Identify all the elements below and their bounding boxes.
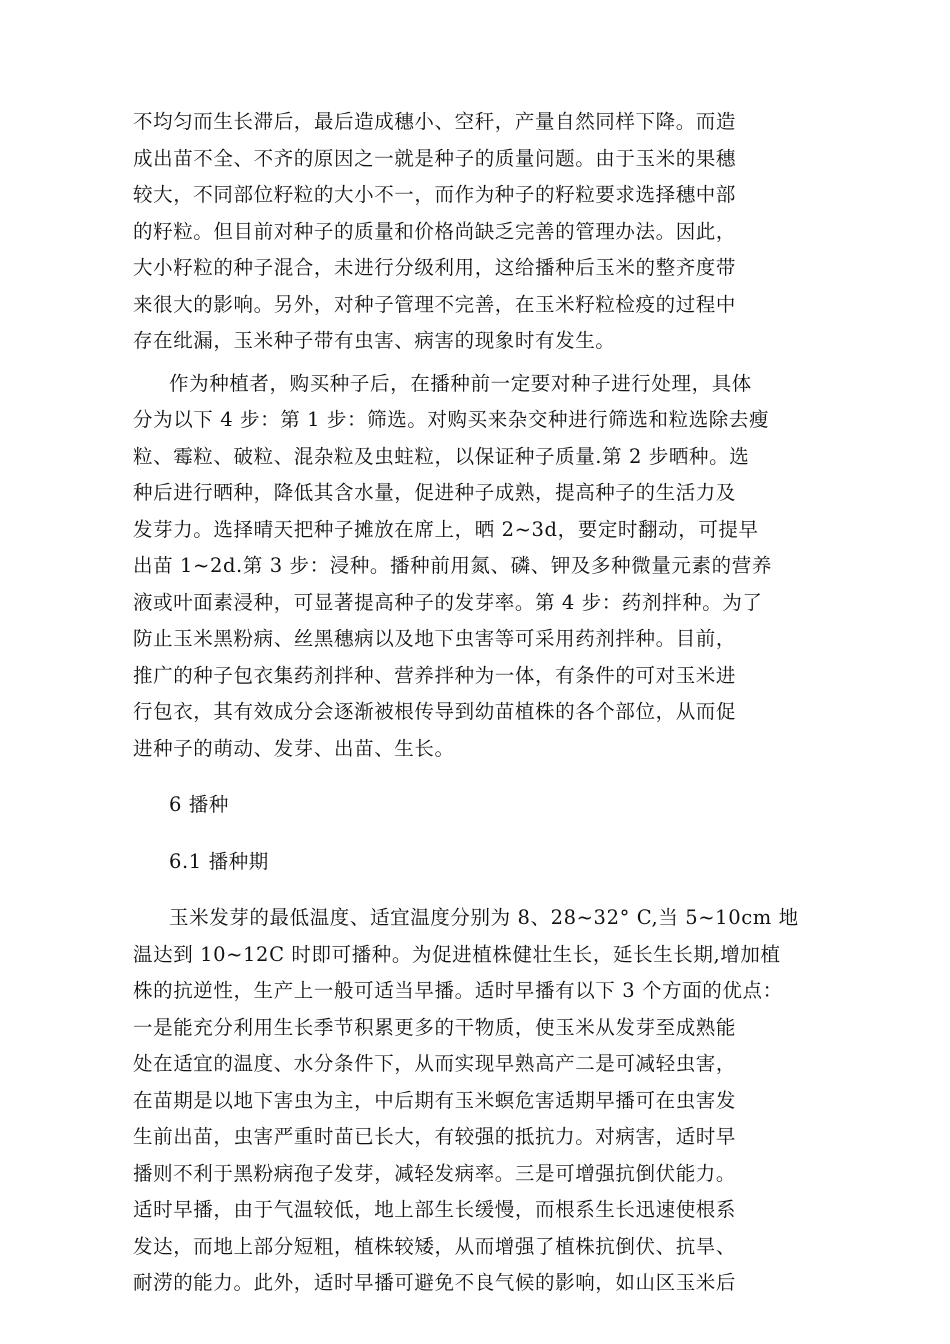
text-line: 进种子的萌动、发芽、出苗、生长。 <box>133 736 455 760</box>
text-line: 存在纰漏，玉米种子带有虫害、病害的现象时有发生。 <box>133 329 616 352</box>
paragraph-seed-treatment <box>133 366 813 768</box>
text-line: 发芽力。选择晴天把种子摊放在席上，晒 2~3d，要定时翻动，可提早 <box>133 517 759 541</box>
paragraph-seed-quality <box>133 104 813 360</box>
text-line: 播则不利于黑粉病孢子发芽，减轻发病率。三是可增强抗倒伏能力。 <box>133 1161 737 1185</box>
text-line: 较大，不同部位籽粒的大小不一，而作为种子的籽粒要求选择穗中部 <box>133 183 737 206</box>
paragraph-sowing-period <box>133 900 813 1302</box>
text-line: 防止玉米黑粉病、丝黑穗病以及地下虫害等可采用药剂拌种。目前， <box>133 627 737 650</box>
text-line: 生前出苗，虫害严重时苗已长大，有较强的抵抗力。对病害，适时早 <box>133 1125 737 1148</box>
text-line: 温达到 10~12C 时即可播种。为促进植株健壮生长，延长生长期,增加植 <box>133 942 781 966</box>
text-line: 分为以下 4 步：第 1 步：筛选。对购买来杂交种进行筛选和粒选除去瘦 <box>133 408 770 431</box>
section-heading: 6 播种 <box>169 793 230 816</box>
text-line: 液或叶面素浸种，可显著提高种子的发芽率。第 4 步：药剂拌种。为了 <box>133 590 763 614</box>
text-line: 出苗 1~2d.第 3 步：浸种。播种前用氮、磷、钾及多种微量元素的营养 <box>133 554 772 577</box>
text-line: 种后进行晒种，降低其含水量，促进种子成熟，提高种子的生活力及 <box>133 481 737 504</box>
text-line: 耐涝的能力。此外，适时早播可避免不良气候的影响，如山区玉米后 <box>133 1271 737 1294</box>
text-line: 在苗期是以地下害虫为主，中后期有玉米螟危害适期早播可在虫害发 <box>133 1088 737 1112</box>
text-line: 大小籽粒的种子混合，未进行分级利用，这给播种后玉米的整齐度带 <box>133 256 737 279</box>
subsection-heading: 6.1 播种期 <box>169 849 269 873</box>
text-line: 处在适宜的温度、水分条件下，从而实现早熟高产二是可减轻虫害， <box>133 1052 737 1075</box>
text-line: 玉米发芽的最低温度、适宜温度分别为 8、28~32° C,当 5~10cm 地 <box>169 906 799 929</box>
text-line: 推广的种子包衣集药剂拌种、营养拌种为一体，有条件的可对玉米进 <box>133 663 737 687</box>
text-line: 作为种植者，购买种子后，在播种前一定要对种子进行处理，具体 <box>169 371 752 395</box>
text-line: 粒、霉粒、破粒、混杂粒及虫蛀粒，以保证种子质量.第 2 步晒种。选 <box>133 444 750 468</box>
text-line: 来很大的影响。另外，对种子管理不完善，在玉米籽粒检疫的过程中 <box>133 292 737 316</box>
text-line: 行包衣，其有效成分会逐渐被根传导到幼苗植株的各个部位，从而促 <box>133 700 737 723</box>
text-line: 适时早播，由于气温较低，地上部生长缓慢，而根系生长迅速使根系 <box>133 1198 737 1221</box>
text-line: 发达，而地上部分短粗，植株较矮，从而增强了植株抗倒伏、抗旱、 <box>133 1234 737 1258</box>
text-line: 一是能充分利用生长季节积累更多的干物质，使玉米从发芽至成熟能 <box>133 1015 737 1039</box>
text-line: 的籽粒。但目前对种子的质量和价格尚缺乏完善的管理办法。因此， <box>133 219 737 243</box>
text-line: 株的抗逆性，生产上一般可适当早播。适时早播有以下 3 个方面的优点： <box>133 979 783 1002</box>
document-body <box>133 104 813 1302</box>
text-line: 成出苗不全、不齐的原因之一就是种子的质量问题。由于玉米的果穗 <box>133 146 737 170</box>
text-line: 不均匀而生长滞后，最后造成穗小、空秆，产量自然同样下降。而造 <box>133 110 737 133</box>
